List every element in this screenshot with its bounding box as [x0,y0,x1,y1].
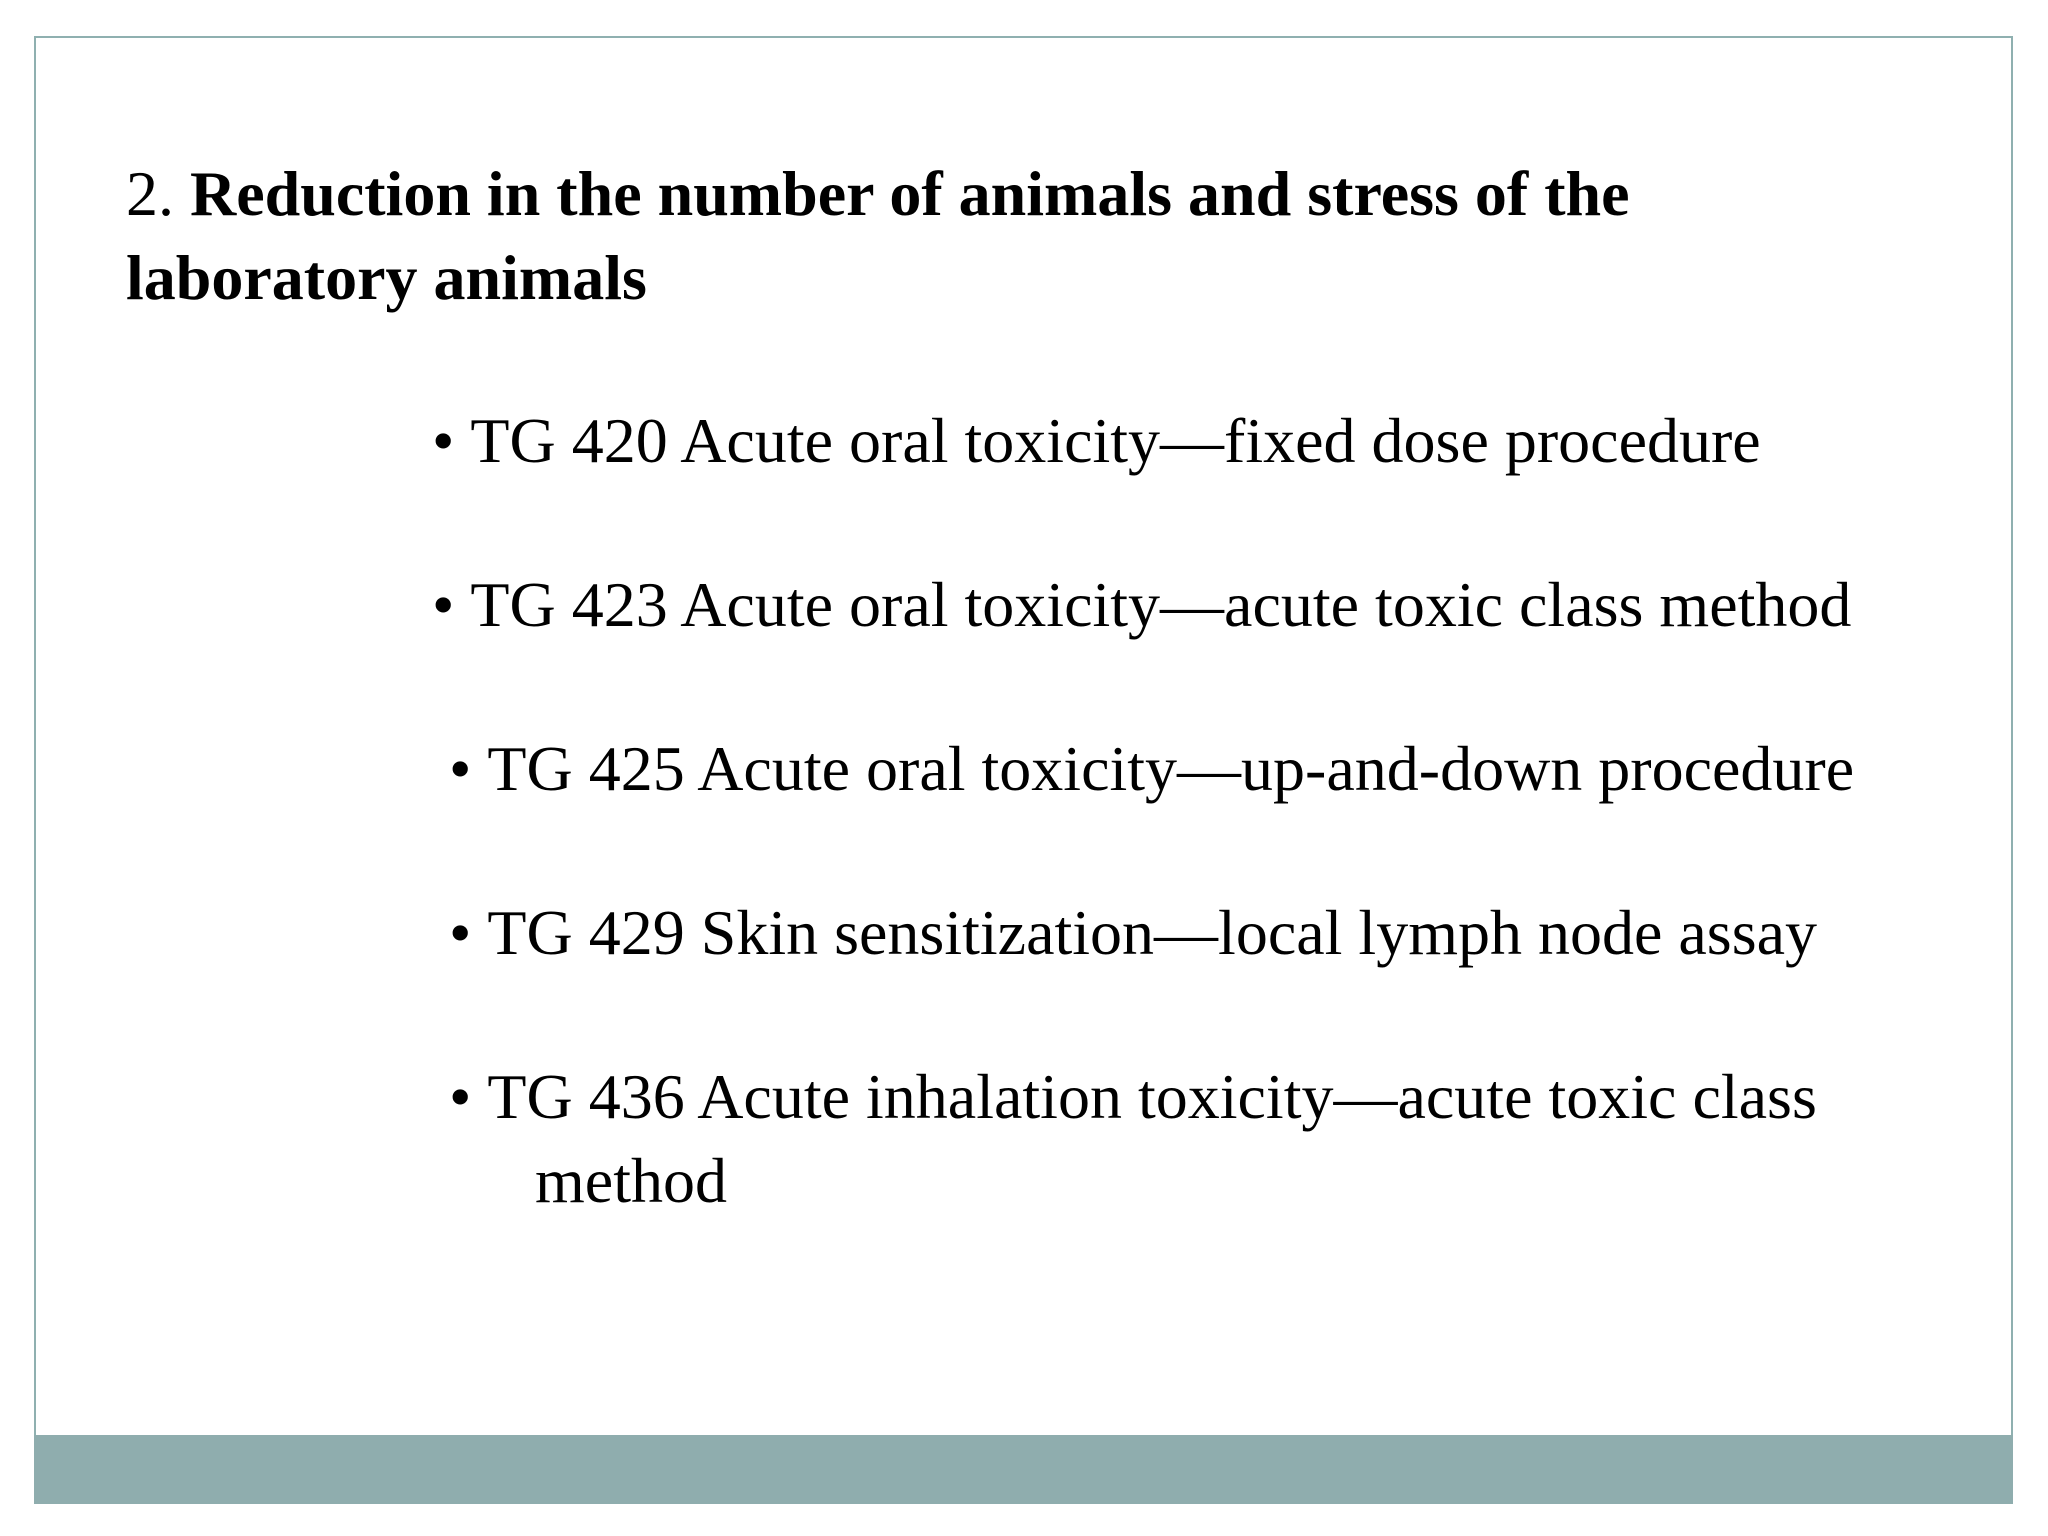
list-item-text: TG 425 Acute oral toxicity—up-and-down procedure [487,733,1855,804]
heading-title: Reduction in the number of animals and stress of the laboratory animals [126,158,1630,313]
list-item-text: TG 429 Skin sensitization—local lymph node assay [487,897,1817,968]
bullet-glyph: • [432,405,455,476]
bullet-glyph: • [449,733,472,804]
bullet-glyph: • [449,1061,472,1132]
bullet-glyph: • [432,569,455,640]
heading-number: 2. [126,158,174,229]
list-item [432,563,1851,647]
list-item [449,891,1817,975]
list-item [449,727,1854,811]
footer-band [34,1435,2013,1504]
bullet-glyph: • [449,897,472,968]
list-item-text: TG 436 Acute inhalation toxicity—acute toxic class [487,1061,1817,1132]
list-item [432,399,1761,483]
list-item-continuation: method [535,1145,727,1216]
slide-heading [126,152,1886,320]
list-item [449,1055,1817,1139]
list-item-text: TG 423 Acute oral toxicity—acute toxic class method [470,569,1852,640]
list-item-text: TG 420 Acute oral toxicity—fixed dose procedure [470,405,1761,476]
